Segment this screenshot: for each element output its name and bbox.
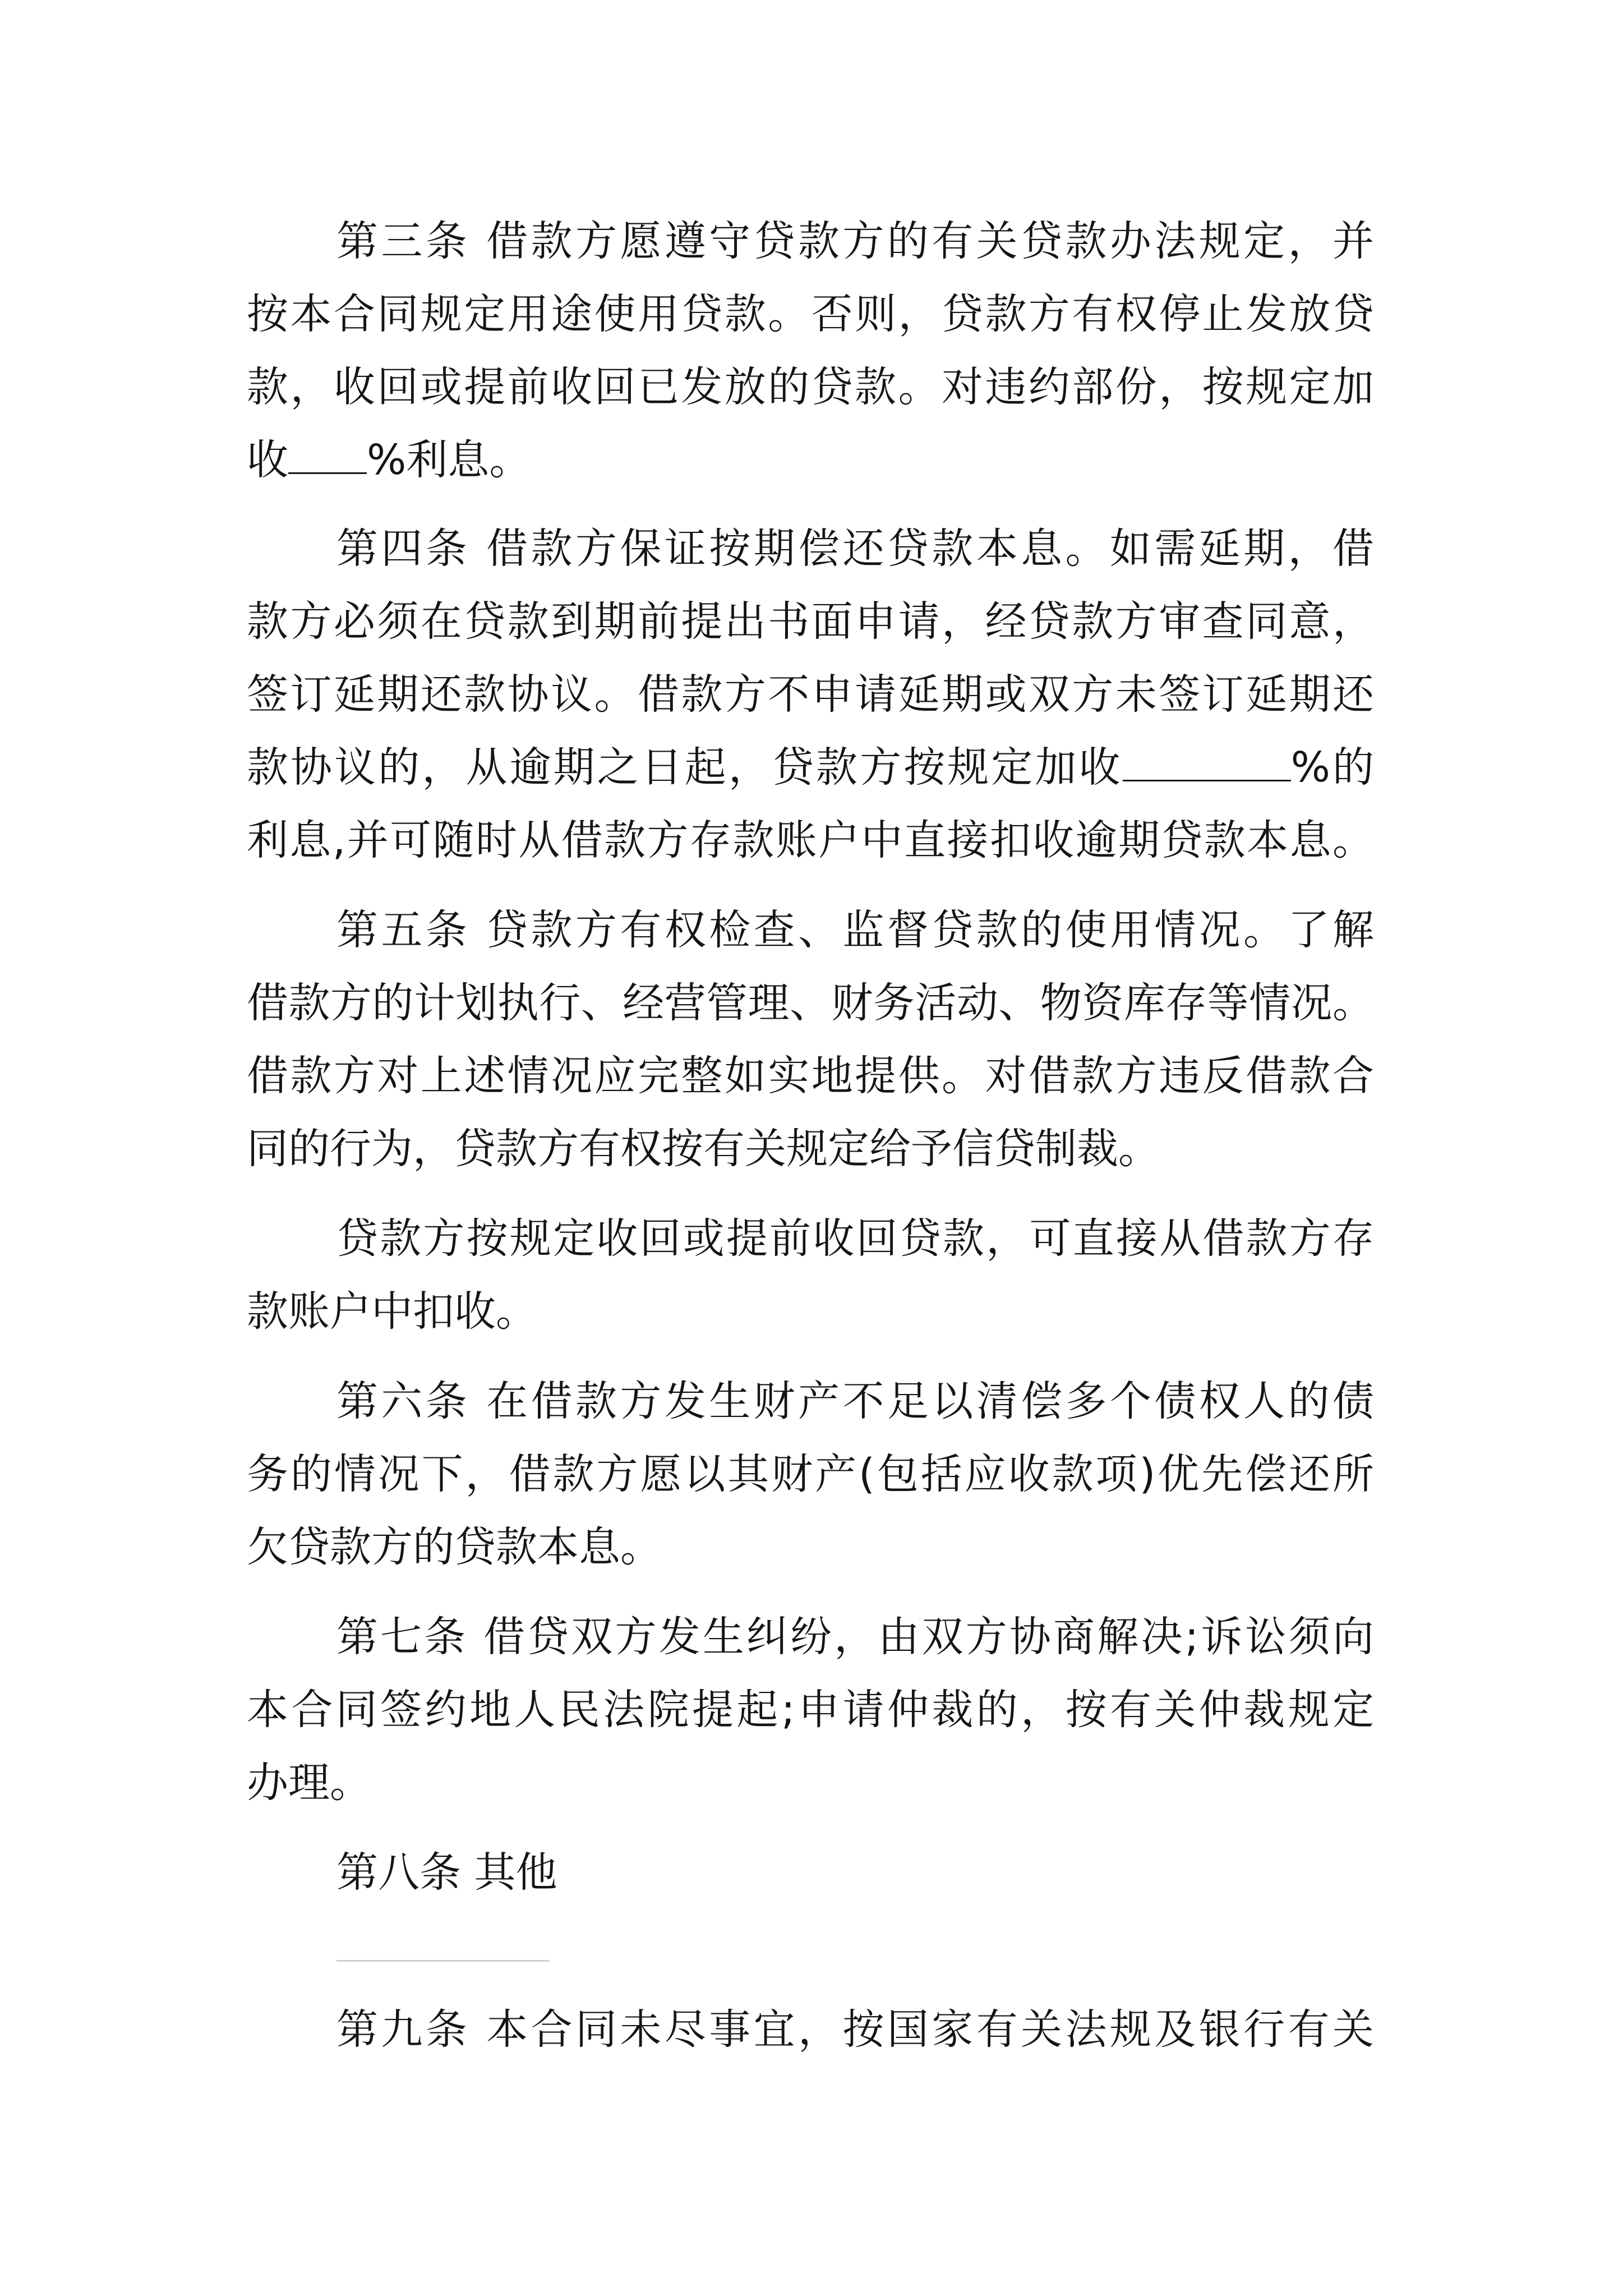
article-4-line-5: 利息,并可随时从借款方存款账户中直接扣收逾期贷款本息。	[247, 816, 1374, 864]
article-3-line-4	[247, 426, 531, 494]
article-3-line-4-tail: %利息。	[367, 436, 531, 484]
article-6-line-3: 欠贷款方的贷款本息。	[247, 1523, 662, 1571]
article-4-line-4	[247, 734, 1374, 801]
article-4-line-1: 第四条 借款方保证按期偿还贷款本息。如需延期，借	[336, 524, 1374, 573]
article-6-line-2: 务的情况下，借款方愿以其财产(包括应收款项)优先偿还所	[247, 1450, 1374, 1498]
article-4-line-2: 款方必须在贷款到期前提出书面申请，经贷款方审查同意，	[247, 597, 1374, 646]
separator-rule	[336, 1960, 550, 1962]
fill-in-blank	[1123, 748, 1291, 781]
article-3-line-2: 按本合同规定用途使用贷款。否则，贷款方有权停止发放贷	[247, 290, 1374, 338]
article-3-line-3: 款，收回或提前收回已发放的贷款。对违约部份，按规定加	[247, 363, 1374, 411]
article-5-line-3: 借款方对上述情况应完整如实地提供。对借款方违反借款合	[247, 1052, 1374, 1100]
article-4-line-4-tail: %的	[1290, 743, 1374, 792]
article-4-line-3: 签订延期还款协议。借款方不申请延期或双方未签订延期还	[247, 670, 1374, 719]
article-5-line-2: 借款方的计划执行、经营管理、财务活动、物资库存等情况。	[247, 979, 1374, 1027]
fill-in-blank	[288, 441, 367, 474]
article-4-line-4-text: 款协议的，从逾期之日起，贷款方按规定加收	[247, 743, 1123, 792]
article-7-line-1: 第七条 借贷双方发生纠纷，由双方协商解决;诉讼须向	[336, 1613, 1374, 1661]
article-5-line-1: 第五条 贷款方有权检查、监督贷款的使用情况。了解	[336, 906, 1374, 954]
article-8-line-1: 第八条 其他	[336, 1848, 557, 1897]
paragraph-line-1: 贷款方按规定收回或提前收回贷款，可直接从借款方存	[336, 1214, 1374, 1263]
article-5-line-4: 同的行为，贷款方有权按有关规定给予信贷制裁。	[247, 1125, 1160, 1173]
article-7-line-3: 办理。	[247, 1759, 371, 1807]
article-7-line-2: 本合同签约地人民法院提起;申请仲裁的，按有关仲裁规定	[247, 1686, 1374, 1734]
paragraph-line-2: 款账户中扣收。	[247, 1287, 537, 1336]
article-3-line-4-text: 收	[247, 436, 288, 484]
article-6-line-1: 第六条 在借款方发生财产不足以清偿多个债权人的债	[336, 1377, 1374, 1425]
article-3-line-1: 第三条 借款方愿遵守贷款方的有关贷款办法规定，并	[336, 217, 1374, 265]
article-9-line-1: 第九条 本合同未尽事宜，按国家有关法规及银行有关	[336, 2005, 1374, 2054]
